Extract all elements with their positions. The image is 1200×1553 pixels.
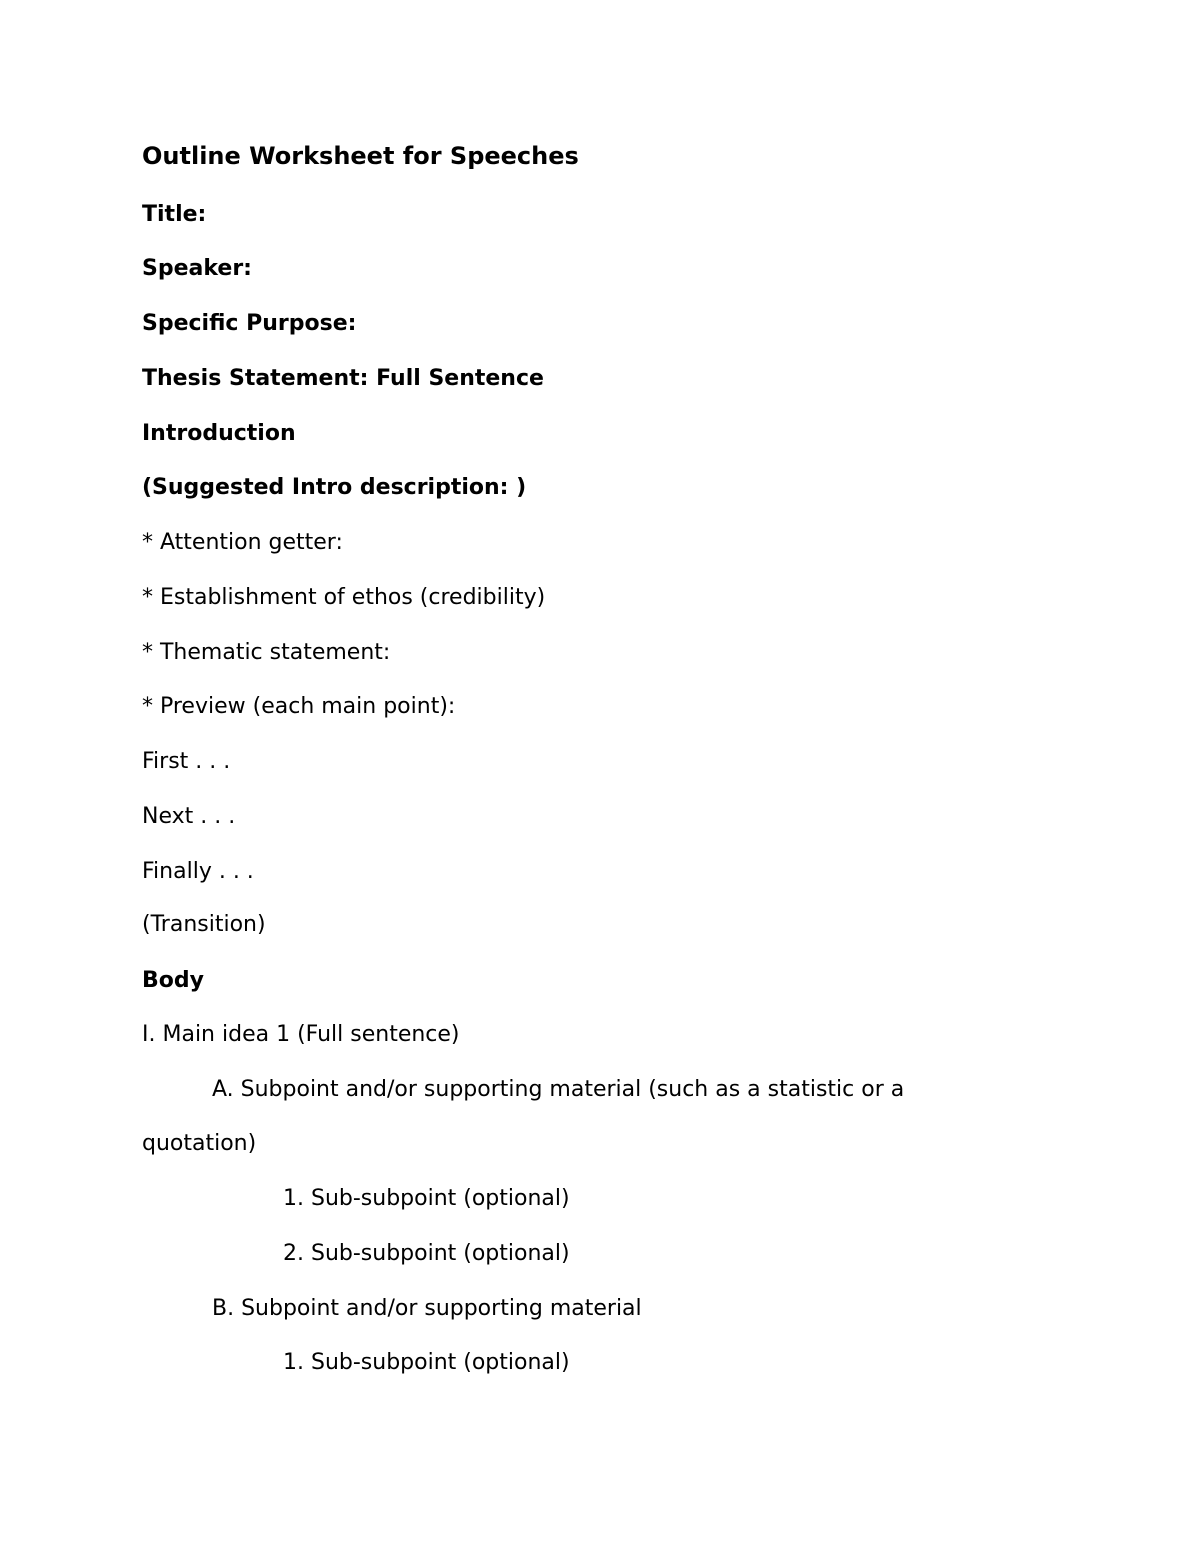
main-idea-1: I. Main idea 1 (Full sentence) bbox=[142, 1022, 460, 1047]
preview-next: Next . . . bbox=[142, 804, 236, 829]
sub-subpoint-1: 1. Sub-subpoint (optional) bbox=[283, 1186, 570, 1211]
intro-transition: (Transition) bbox=[142, 912, 266, 937]
body-heading: Body bbox=[142, 968, 204, 993]
preview-first: First . . . bbox=[142, 749, 231, 774]
intro-item-attention: * Attention getter: bbox=[142, 530, 343, 555]
subpoint-a-continuation: quotation) bbox=[142, 1131, 257, 1156]
sub-subpoint-2: 2. Sub-subpoint (optional) bbox=[283, 1241, 570, 1266]
sub-subpoint-b1: 1. Sub-subpoint (optional) bbox=[283, 1350, 570, 1375]
preview-finally: Finally . . . bbox=[142, 859, 254, 884]
subpoint-b: B. Subpoint and/or supporting material bbox=[212, 1296, 642, 1321]
speaker-field-label: Speaker: bbox=[142, 256, 252, 281]
intro-item-ethos: * Establishment of ethos (credibility) bbox=[142, 585, 546, 610]
purpose-field-label: Specific Purpose: bbox=[142, 311, 357, 336]
introduction-heading: Introduction bbox=[142, 421, 296, 446]
introduction-suggested: (Suggested Intro description: ) bbox=[142, 475, 527, 500]
subpoint-a: A. Subpoint and/or supporting material (such as a statistic or a bbox=[212, 1077, 905, 1102]
intro-item-preview: * Preview (each main point): bbox=[142, 694, 456, 719]
thesis-field-label: Thesis Statement: Full Sentence bbox=[142, 366, 544, 391]
title-field-label: Title: bbox=[142, 202, 207, 227]
document-heading: Outline Worksheet for Speeches bbox=[142, 142, 579, 170]
intro-item-thematic: * Thematic statement: bbox=[142, 640, 391, 665]
